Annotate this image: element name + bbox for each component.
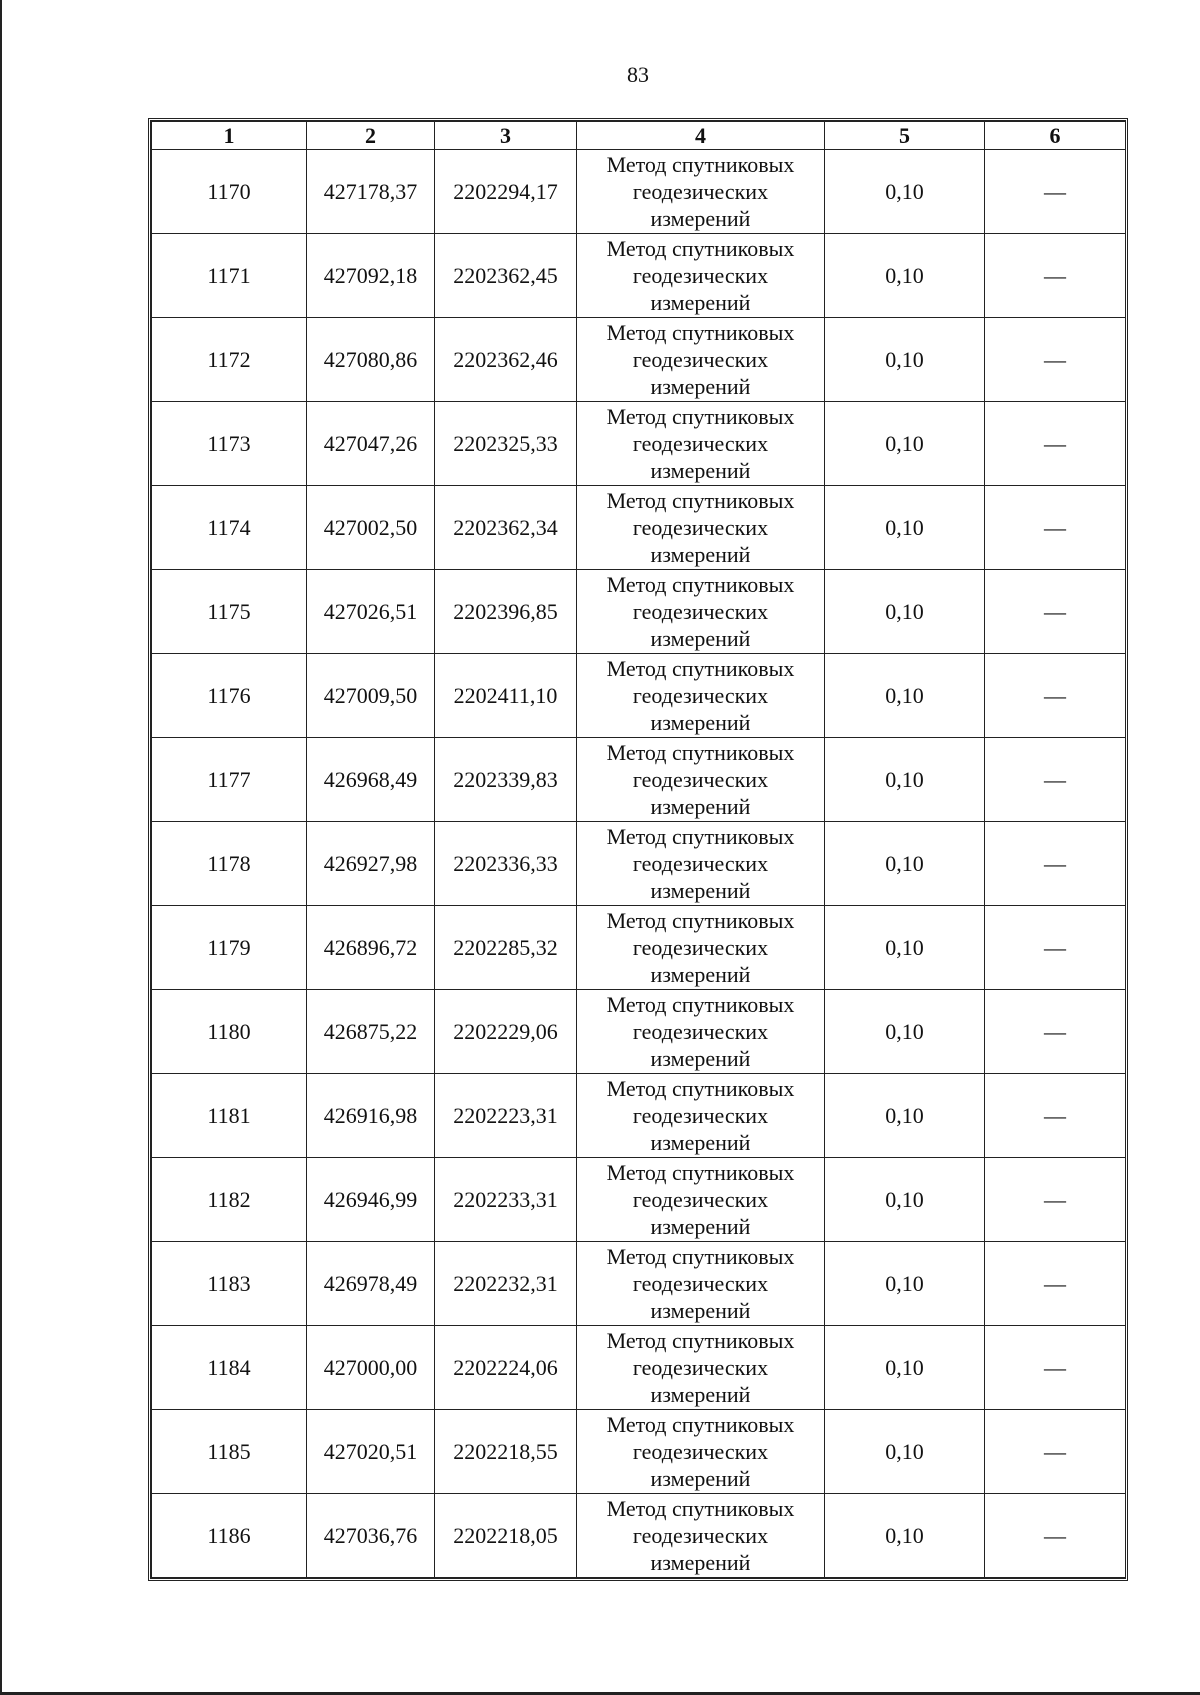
note-cell	[985, 1158, 1126, 1242]
table-row	[152, 1410, 1126, 1494]
accuracy-cell: 0,10	[825, 1074, 985, 1158]
method-line: геодезических	[632, 1523, 769, 1548]
method-line: измерений	[650, 374, 751, 399]
table-row	[152, 654, 1126, 738]
method-line: геодезических	[632, 767, 769, 792]
method-line: Метод спутниковых	[606, 1244, 795, 1269]
note-cell	[985, 1410, 1126, 1494]
method-line: геодезических	[632, 1271, 769, 1296]
point-number-cell: 1183	[152, 1242, 307, 1326]
method-cell	[577, 1242, 825, 1326]
method-line: геодезических	[632, 263, 769, 288]
method-line: геодезических	[632, 1103, 769, 1128]
method-line: измерений	[650, 458, 751, 483]
note-cell	[985, 906, 1126, 990]
method-line: геодезических	[632, 431, 769, 456]
table-row	[152, 822, 1126, 906]
method-cell	[577, 822, 825, 906]
y-coordinate-cell: 2202325,33	[435, 402, 577, 486]
column-header-4: 4	[577, 122, 825, 150]
point-number-cell: 1178	[152, 822, 307, 906]
point-number-cell: 1186	[152, 1494, 307, 1578]
x-coordinate-cell: 426927,98	[307, 822, 435, 906]
method-line: геодезических	[632, 599, 769, 624]
method-line: геодезических	[632, 1187, 769, 1212]
table-row	[152, 1074, 1126, 1158]
method-cell	[577, 486, 825, 570]
note-dash: —	[1044, 767, 1066, 792]
method-line: геодезических	[632, 179, 769, 204]
note-dash: —	[1044, 431, 1066, 456]
y-coordinate-cell: 2202223,31	[435, 1074, 577, 1158]
x-coordinate-cell: 427092,18	[307, 234, 435, 318]
table-row	[152, 486, 1126, 570]
accuracy-cell: 0,10	[825, 990, 985, 1074]
method-line: Метод спутниковых	[606, 1076, 795, 1101]
method-line: геодезических	[632, 515, 769, 540]
point-number-cell: 1173	[152, 402, 307, 486]
x-coordinate-cell: 427026,51	[307, 570, 435, 654]
accuracy-cell: 0,10	[825, 1242, 985, 1326]
method-line: Метод спутниковых	[606, 320, 795, 345]
method-cell	[577, 1494, 825, 1578]
accuracy-cell: 0,10	[825, 234, 985, 318]
point-number-cell: 1179	[152, 906, 307, 990]
x-coordinate-cell: 426875,22	[307, 990, 435, 1074]
note-cell	[985, 1242, 1126, 1326]
point-number-cell: 1175	[152, 570, 307, 654]
note-cell	[985, 486, 1126, 570]
accuracy-cell: 0,10	[825, 654, 985, 738]
point-number-cell: 1181	[152, 1074, 307, 1158]
accuracy-cell: 0,10	[825, 738, 985, 822]
method-line: Метод спутниковых	[606, 908, 795, 933]
method-line: Метод спутниковых	[606, 236, 795, 261]
column-header-5: 5	[825, 122, 985, 150]
note-cell	[985, 822, 1126, 906]
method-cell	[577, 1410, 825, 1494]
point-number-cell: 1180	[152, 990, 307, 1074]
coordinates-table	[148, 118, 1128, 1581]
method-line: геодезических	[632, 851, 769, 876]
note-dash: —	[1044, 935, 1066, 960]
column-header-6: 6	[985, 122, 1126, 150]
method-line: измерений	[650, 794, 751, 819]
page-edge-left	[0, 0, 2, 1695]
x-coordinate-cell: 426968,49	[307, 738, 435, 822]
x-coordinate-cell: 427047,26	[307, 402, 435, 486]
note-cell	[985, 990, 1126, 1074]
accuracy-cell: 0,10	[825, 1410, 985, 1494]
note-dash: —	[1044, 851, 1066, 876]
method-line: геодезических	[632, 347, 769, 372]
method-line: измерений	[650, 626, 751, 651]
x-coordinate-cell: 426896,72	[307, 906, 435, 990]
point-number-cell: 1182	[152, 1158, 307, 1242]
method-line: измерений	[650, 1046, 751, 1071]
x-coordinate-cell: 427009,50	[307, 654, 435, 738]
method-line: измерений	[650, 1466, 751, 1491]
method-line: измерений	[650, 1298, 751, 1323]
table-row	[152, 318, 1126, 402]
method-line: геодезических	[632, 1019, 769, 1044]
y-coordinate-cell: 2202411,10	[435, 654, 577, 738]
table-row	[152, 1242, 1126, 1326]
method-line: геодезических	[632, 935, 769, 960]
method-cell	[577, 654, 825, 738]
y-coordinate-cell: 2202218,55	[435, 1410, 577, 1494]
note-dash: —	[1044, 515, 1066, 540]
note-dash: —	[1044, 1355, 1066, 1380]
method-line: измерений	[650, 710, 751, 735]
table-row	[152, 150, 1126, 234]
note-dash: —	[1044, 1271, 1066, 1296]
y-coordinate-cell: 2202232,31	[435, 1242, 577, 1326]
page-number: 83	[627, 62, 649, 87]
note-cell	[985, 1074, 1126, 1158]
accuracy-cell: 0,10	[825, 1326, 985, 1410]
table-row	[152, 570, 1126, 654]
method-line: измерений	[650, 290, 751, 315]
accuracy-cell: 0,10	[825, 402, 985, 486]
method-line: Метод спутниковых	[606, 1160, 795, 1185]
method-line: Метод спутниковых	[606, 572, 795, 597]
method-cell	[577, 402, 825, 486]
point-number-cell: 1172	[152, 318, 307, 402]
table-row	[152, 402, 1126, 486]
note-dash: —	[1044, 1187, 1066, 1212]
note-cell	[985, 570, 1126, 654]
y-coordinate-cell: 2202362,46	[435, 318, 577, 402]
method-cell	[577, 234, 825, 318]
accuracy-cell: 0,10	[825, 1494, 985, 1578]
method-line: измерений	[650, 1130, 751, 1155]
point-number-cell: 1170	[152, 150, 307, 234]
note-cell	[985, 402, 1126, 486]
x-coordinate-cell: 426978,49	[307, 1242, 435, 1326]
x-coordinate-cell: 427178,37	[307, 150, 435, 234]
column-header-3: 3	[435, 122, 577, 150]
method-line: Метод спутниковых	[606, 992, 795, 1017]
method-cell	[577, 1326, 825, 1410]
method-line: Метод спутниковых	[606, 824, 795, 849]
y-coordinate-cell: 2202362,45	[435, 234, 577, 318]
y-coordinate-cell: 2202229,06	[435, 990, 577, 1074]
table-row	[152, 906, 1126, 990]
method-line: Метод спутниковых	[606, 656, 795, 681]
note-dash: —	[1044, 347, 1066, 372]
method-cell	[577, 318, 825, 402]
method-line: Метод спутниковых	[606, 740, 795, 765]
note-dash: —	[1044, 683, 1066, 708]
method-line: Метод спутниковых	[606, 1328, 795, 1353]
accuracy-cell: 0,10	[825, 486, 985, 570]
method-line: геодезических	[632, 683, 769, 708]
point-number-cell: 1174	[152, 486, 307, 570]
method-line: измерений	[650, 542, 751, 567]
y-coordinate-cell: 2202218,05	[435, 1494, 577, 1578]
note-cell	[985, 1326, 1126, 1410]
x-coordinate-cell: 427000,00	[307, 1326, 435, 1410]
table-header-row	[152, 122, 1126, 150]
table-body	[152, 150, 1126, 1578]
point-number-cell: 1185	[152, 1410, 307, 1494]
note-dash: —	[1044, 1439, 1066, 1464]
accuracy-cell: 0,10	[825, 570, 985, 654]
table-row	[152, 1326, 1126, 1410]
method-line: измерений	[650, 206, 751, 231]
note-dash: —	[1044, 599, 1066, 624]
method-cell	[577, 990, 825, 1074]
method-cell	[577, 738, 825, 822]
note-dash: —	[1044, 1103, 1066, 1128]
y-coordinate-cell: 2202294,17	[435, 150, 577, 234]
y-coordinate-cell: 2202233,31	[435, 1158, 577, 1242]
method-line: геодезических	[632, 1439, 769, 1464]
y-coordinate-cell: 2202224,06	[435, 1326, 577, 1410]
accuracy-cell: 0,10	[825, 150, 985, 234]
point-number-cell: 1176	[152, 654, 307, 738]
note-cell	[985, 738, 1126, 822]
method-cell	[577, 1158, 825, 1242]
note-cell	[985, 234, 1126, 318]
method-line: Метод спутниковых	[606, 1412, 795, 1437]
table-row	[152, 990, 1126, 1074]
x-coordinate-cell: 427080,86	[307, 318, 435, 402]
y-coordinate-cell: 2202336,33	[435, 822, 577, 906]
method-line: измерений	[650, 1214, 751, 1239]
method-cell	[577, 1074, 825, 1158]
accuracy-cell: 0,10	[825, 1158, 985, 1242]
y-coordinate-cell: 2202285,32	[435, 906, 577, 990]
table-row	[152, 1158, 1126, 1242]
y-coordinate-cell: 2202362,34	[435, 486, 577, 570]
method-line: Метод спутниковых	[606, 152, 795, 177]
method-line: измерений	[650, 1382, 751, 1407]
method-line: измерений	[650, 878, 751, 903]
method-line: измерений	[650, 962, 751, 987]
x-coordinate-cell: 427002,50	[307, 486, 435, 570]
note-dash: —	[1044, 1523, 1066, 1548]
note-cell	[985, 318, 1126, 402]
method-cell	[577, 150, 825, 234]
y-coordinate-cell: 2202396,85	[435, 570, 577, 654]
accuracy-cell: 0,10	[825, 822, 985, 906]
x-coordinate-cell: 426916,98	[307, 1074, 435, 1158]
column-header-1: 1	[152, 122, 307, 150]
accuracy-cell: 0,10	[825, 318, 985, 402]
point-number-cell: 1184	[152, 1326, 307, 1410]
table-row	[152, 738, 1126, 822]
method-cell	[577, 570, 825, 654]
point-number-cell: 1177	[152, 738, 307, 822]
method-line: геодезических	[632, 1355, 769, 1380]
table-row	[152, 1494, 1126, 1578]
x-coordinate-cell: 427036,76	[307, 1494, 435, 1578]
method-line: Метод спутниковых	[606, 404, 795, 429]
method-cell	[577, 906, 825, 990]
accuracy-cell: 0,10	[825, 906, 985, 990]
method-line: измерений	[650, 1550, 751, 1575]
y-coordinate-cell: 2202339,83	[435, 738, 577, 822]
note-cell	[985, 150, 1126, 234]
column-header-2: 2	[307, 122, 435, 150]
table-row	[152, 234, 1126, 318]
method-line: Метод спутниковых	[606, 488, 795, 513]
note-cell	[985, 1494, 1126, 1578]
method-line: Метод спутниковых	[606, 1496, 795, 1521]
note-cell	[985, 654, 1126, 738]
x-coordinate-cell: 426946,99	[307, 1158, 435, 1242]
point-number-cell: 1171	[152, 234, 307, 318]
note-dash: —	[1044, 263, 1066, 288]
note-dash: —	[1044, 179, 1066, 204]
note-dash: —	[1044, 1019, 1066, 1044]
x-coordinate-cell: 427020,51	[307, 1410, 435, 1494]
